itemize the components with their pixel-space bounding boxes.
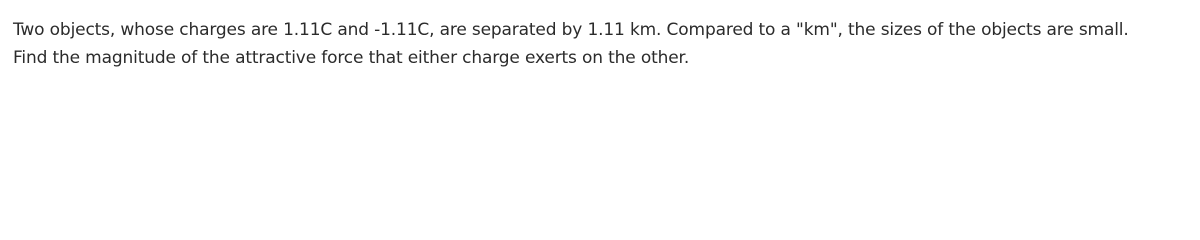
question-line-1: Two objects, whose charges are 1.11C and -1.11C, are separated by 1.11 km. Compared to a "km", the sizes of the objects are small. bbox=[13, 20, 1129, 40]
question-container bbox=[0, 0, 1200, 83]
question-line-2: Find the magnitude of the attractive force that either charge exerts on the other. bbox=[13, 48, 690, 68]
question-text bbox=[13, 16, 1187, 72]
